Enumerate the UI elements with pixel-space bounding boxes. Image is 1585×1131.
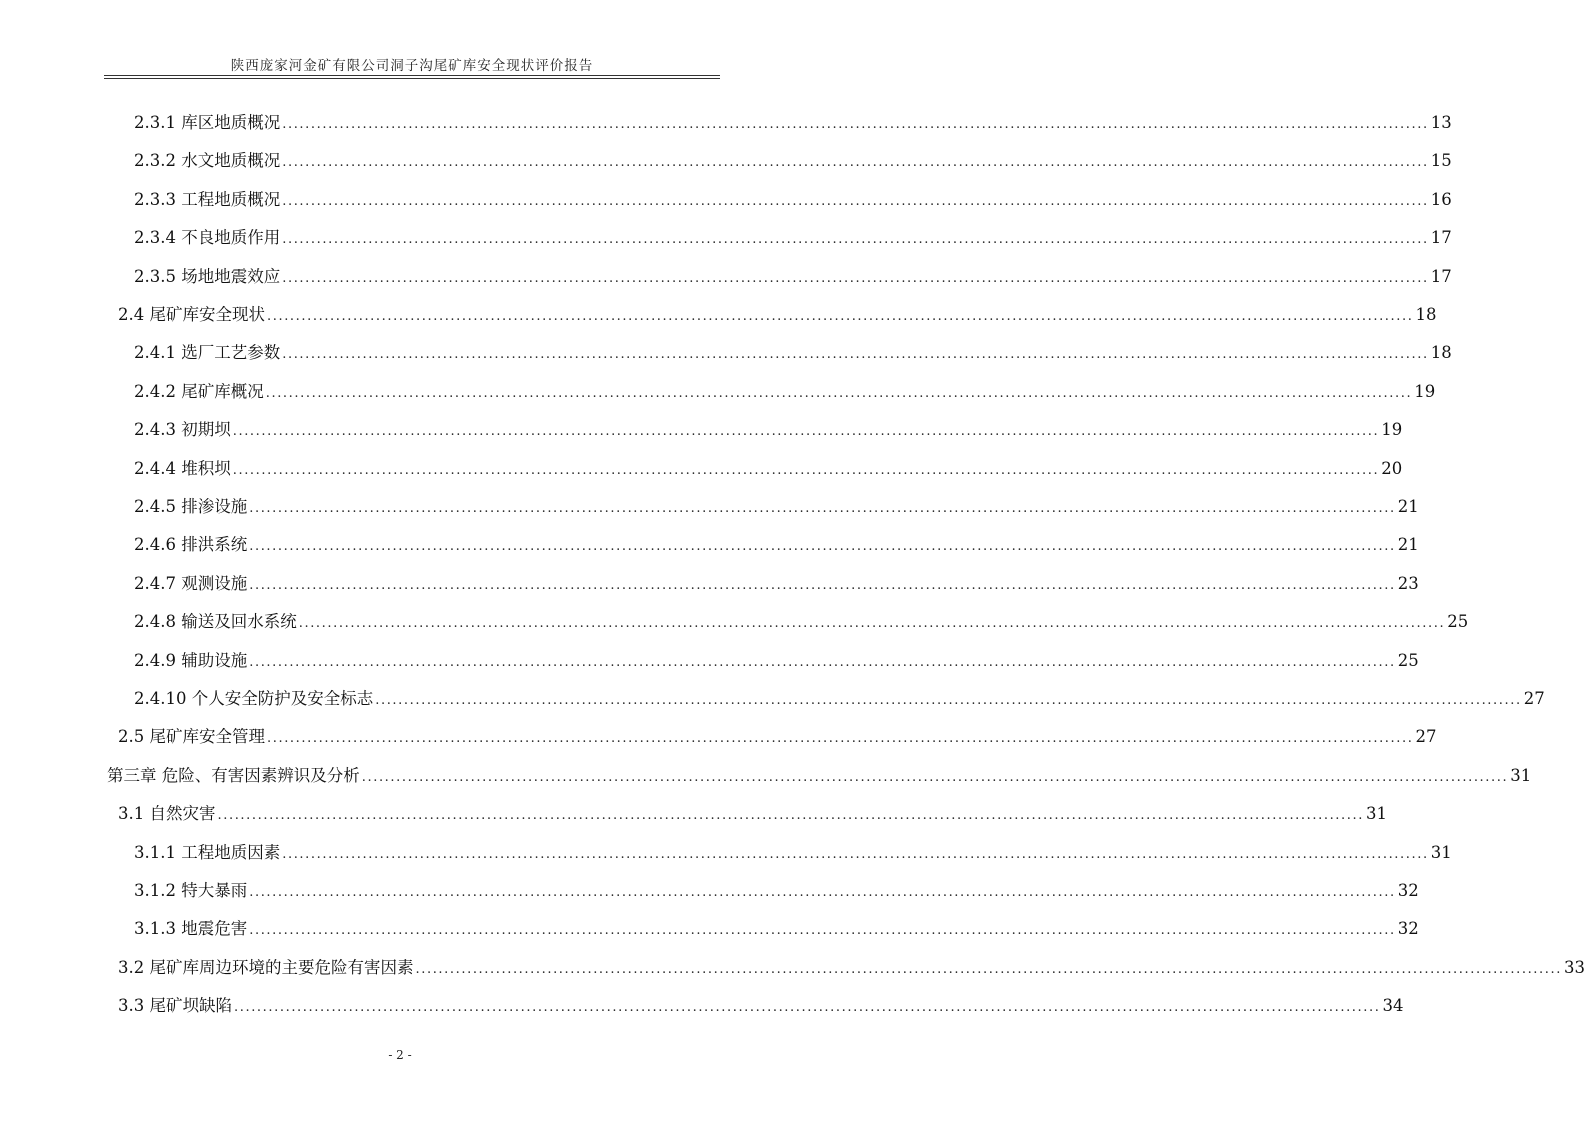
dot-leader: ........................................................................................................................................................................................................	[249, 654, 1396, 670]
dot-leader: ........................................................................................................................................................................................................	[282, 193, 1429, 209]
header-rule	[104, 75, 720, 76]
dot-leader: ........................................................................................................................................................................................................	[249, 923, 1396, 939]
toc-entry[interactable]	[134, 535, 1419, 555]
dot-leader: ........................................................................................................................................................................................................	[217, 808, 1364, 824]
dot-leader: ........................................................................................................................................................................................................	[282, 155, 1429, 171]
toc-entry-page-number: 25	[1397, 650, 1419, 670]
toc-entry-title: 3.2 尾矿库周边环境的主要危险有害因素	[118, 957, 414, 977]
header-rule-thin	[104, 78, 720, 79]
toc-entry-title: 3.1.2 特大暴雨	[134, 881, 248, 900]
toc-entry-title: 2.4.3 初期坝	[134, 420, 231, 440]
toc-entry[interactable]	[118, 804, 1387, 824]
running-header: 陕西庞家河金矿有限公司洞子沟尾矿库安全现状评价报告	[230, 58, 594, 74]
toc-entry-title: 2.5 尾矿库安全管理	[118, 727, 265, 747]
toc-entry-title: 2.4.8 输送及回水系统	[134, 612, 297, 632]
toc-entry[interactable]	[134, 689, 1545, 709]
toc-entry-page-number: 15	[1430, 151, 1452, 171]
toc-entry-title: 3.1.1 工程地质因素	[134, 842, 281, 862]
toc-entry-page-number: 32	[1397, 881, 1419, 900]
toc-entry-page-number: 31	[1365, 804, 1387, 824]
dot-leader: ........................................................................................................................................................................................................	[282, 846, 1429, 862]
toc-entry[interactable]	[118, 305, 1437, 325]
dot-leader: ........................................................................................................................................................................................................	[282, 270, 1429, 286]
toc-entry-title: 2.4.4 堆积坝	[134, 458, 231, 478]
toc-entry[interactable]	[134, 189, 1452, 210]
toc-entry-title: 2.3.5 场地地震效应	[134, 266, 281, 286]
toc-entry-page-number: 13	[1430, 113, 1452, 132]
toc-entry-title: 2.3.4 不良地质作用	[134, 228, 281, 248]
toc-entry-title: 3.1.3 地震危害	[134, 919, 248, 939]
toc-entry-page-number: 18	[1415, 305, 1437, 324]
toc-entry-page-number: 31	[1430, 842, 1452, 862]
dot-leader: ........................................................................................................................................................................................................	[234, 1000, 1381, 1016]
dot-leader: ........................................................................................................................................................................................................	[282, 232, 1429, 248]
toc-entry[interactable]	[134, 573, 1419, 594]
toc-entry[interactable]	[134, 381, 1436, 402]
toc-entry-title: 2.4.5 排渗设施	[134, 497, 248, 516]
toc-entry[interactable]	[134, 497, 1419, 517]
toc-entry-page-number: 33	[1563, 957, 1585, 977]
toc-entry-page-number: 25	[1447, 612, 1469, 632]
toc-entry-page-number: 20	[1381, 458, 1403, 478]
toc-entry-page-number: 19	[1414, 381, 1436, 401]
toc-entry[interactable]	[118, 957, 1585, 978]
dot-leader: ........................................................................................................................................................................................................	[267, 731, 1414, 747]
toc-entry-page-number: 18	[1430, 343, 1452, 363]
toc-entry[interactable]	[134, 612, 1469, 632]
dot-leader: ........................................................................................................................................................................................................	[232, 424, 1380, 440]
page-number: - 2 -	[388, 1048, 412, 1062]
toc-entry[interactable]	[134, 343, 1452, 363]
toc-entry-title: 2.4 尾矿库安全现状	[118, 305, 265, 324]
toc-entry[interactable]	[134, 228, 1452, 248]
dot-leader: ........................................................................................................................................................................................................	[267, 309, 1414, 324]
dot-leader: ........................................................................................................................................................................................................	[282, 347, 1429, 363]
toc-entry-title: 2.4.1 选厂工艺参数	[134, 343, 281, 363]
dot-leader: ........................................................................................................................................................................................................	[282, 117, 1429, 132]
dot-leader: ........................................................................................................................................................................................................	[265, 385, 1413, 401]
toc-entry-title: 2.4.6 排洪系统	[134, 535, 248, 555]
toc-entry-title: 3.3 尾矿坝缺陷	[118, 996, 232, 1016]
toc-entry-page-number: 21	[1397, 497, 1419, 516]
dot-leader: ........................................................................................................................................................................................................	[232, 462, 1380, 478]
toc-entry-title: 2.3.3 工程地质概况	[134, 189, 281, 209]
toc-entry-page-number: 16	[1430, 189, 1452, 209]
toc-entry-page-number: 31	[1510, 765, 1532, 785]
toc-entry-page-number: 27	[1523, 689, 1545, 708]
toc-entry-title: 2.4.2 尾矿库概况	[134, 381, 264, 401]
toc-entry-title: 2.3.1 库区地质概况	[134, 113, 281, 132]
toc-entry[interactable]	[134, 113, 1452, 133]
dot-leader: ........................................................................................................................................................................................................	[361, 769, 1509, 785]
toc-entry-page-number: 27	[1415, 727, 1437, 747]
toc-entry[interactable]	[118, 727, 1437, 747]
toc-entry[interactable]	[118, 996, 1404, 1016]
toc-entry-title: 2.4.10 个人安全防护及安全标志	[134, 689, 374, 708]
dot-leader: ........................................................................................................................................................................................................	[249, 577, 1396, 593]
toc-entry-page-number: 21	[1397, 535, 1419, 555]
toc-entry[interactable]	[134, 881, 1419, 901]
toc-entry-title: 第三章 危险、有害因素辨识及分析	[107, 765, 360, 785]
dot-leader: ........................................................................................................................................................................................................	[249, 539, 1396, 555]
toc-entry-title: 2.4.9 辅助设施	[134, 650, 248, 670]
toc-entry[interactable]	[134, 650, 1419, 671]
toc-entry-page-number: 17	[1430, 228, 1452, 248]
toc-entry-page-number: 23	[1397, 573, 1419, 593]
dot-leader: ........................................................................................................................................................................................................	[298, 616, 1446, 632]
toc-entry[interactable]	[134, 266, 1452, 287]
toc-entry-title: 3.1 自然灾害	[118, 804, 216, 824]
toc-entry-page-number: 19	[1381, 420, 1403, 440]
dot-leader: ........................................................................................................................................................................................................	[375, 693, 1522, 708]
toc-entry-title: 2.3.2 水文地质概况	[134, 151, 281, 171]
toc-entry-page-number: 32	[1397, 919, 1419, 939]
toc-entry[interactable]	[134, 151, 1452, 171]
toc-entry[interactable]	[134, 458, 1403, 479]
toc-entry[interactable]	[107, 765, 1532, 786]
toc-entry[interactable]	[134, 420, 1403, 440]
dot-leader: ........................................................................................................................................................................................................	[249, 501, 1396, 516]
toc-entry[interactable]	[134, 919, 1419, 939]
toc-entry-title: 2.4.7 观测设施	[134, 573, 248, 593]
toc-entry-page-number: 17	[1430, 266, 1452, 286]
dot-leader: ........................................................................................................................................................................................................	[249, 885, 1396, 900]
dot-leader: ........................................................................................................................................................................................................	[415, 961, 1562, 977]
toc-entry[interactable]	[134, 842, 1452, 863]
toc-entry-page-number: 34	[1382, 996, 1404, 1016]
